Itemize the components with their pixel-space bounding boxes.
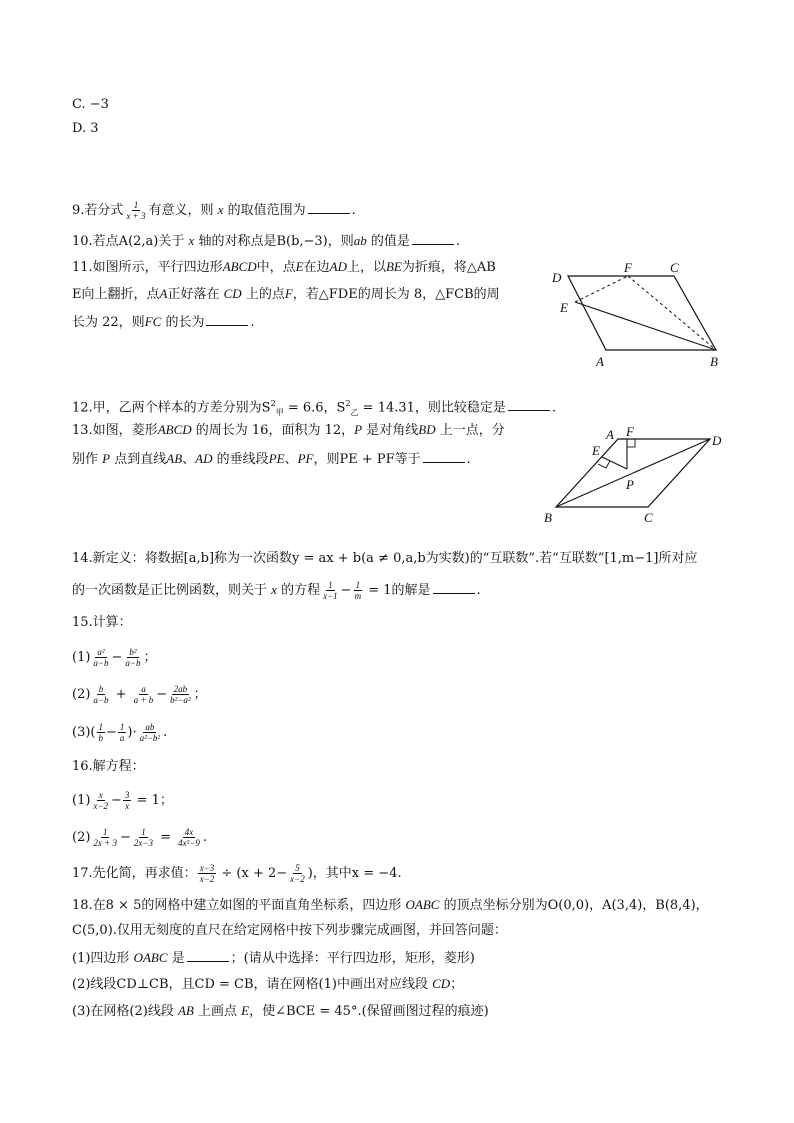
label-a: A [596, 354, 604, 369]
question-15-part-3: (3)( $\frac{1}{b}$ − $\frac{1}{a}$ )· $\frac{ab}{\text{a²−b²}}$ . [72, 722, 168, 743]
question-11-line-1: 11.如图所示，平行四边形ABCD中，点E在边AD上，以BE为折痕，将△AB [72, 259, 496, 275]
right-angle-f [627, 439, 635, 447]
answer-blank[interactable] [508, 397, 550, 411]
label-p: P [626, 477, 634, 492]
option-d: D. 3 [72, 121, 99, 136]
question-10: 10.若点A(2,a)关于 x 轴的对称点是B(b,−3)，则ab 的值是 . [72, 233, 461, 249]
question-17: 17.先化简，再求值： $\frac{x-3}{x-2}$ ÷ (x + 2− $\frac{5}{x-2}$ )，其中x = −4. [72, 863, 402, 884]
question-16-part-2: (2) $\frac{1}{2x + 3}$ − $\frac{1}{2x-3}$ = $\frac{4x}{\text{4x²−9}}$ . [72, 827, 208, 848]
figure-parallelogram-fold [540, 262, 740, 372]
question-15-title: 15.计算： [72, 615, 132, 630]
answer-blank[interactable] [187, 948, 229, 962]
answer-blank[interactable] [308, 200, 350, 214]
answer-blank[interactable] [206, 312, 248, 326]
dashed-fb [628, 276, 716, 350]
question-15-part-2: (2) $\frac{b}{a-b}$ + $\frac{a}{a + b}$ − $\frac{2ab}{\text{b²−a²}}$ ； [72, 684, 207, 705]
question-18-part-1: (1)四边形 OABC 是 ；(请从中选择：平行四边形，矩形，菱形) [72, 950, 475, 966]
question-9: 9.若分式 $\frac{1}{x + 3}$ 有意义，则 x 的取值范围为 . [72, 200, 356, 221]
label-a: A [606, 427, 614, 442]
question-16-title: 16.解方程： [72, 759, 145, 774]
question-11-line-3: 长为 22，则FC 的长为 . [72, 314, 255, 330]
question-18-line-2: C(5,0).仅用无刻度的直尺在给定网格中按下列步骤完成画图，并回答问题： [72, 923, 507, 938]
diagonal-bd [556, 439, 710, 507]
option-c: C. −3 [72, 97, 109, 112]
answer-blank[interactable] [423, 449, 465, 463]
question-11-line-2: E向上翻折，点A正好落在 CD 上的点F，若△FDE的周长为 8，△FCB的周 [72, 286, 500, 302]
right-angle-e [598, 461, 610, 468]
label-e: E [592, 443, 600, 458]
label-f: F [626, 425, 634, 439]
question-16-part-1: (1) $\frac{x}{x-2}$ − $\frac{3}{x}$ = 1； [72, 790, 173, 811]
label-b: B [710, 354, 718, 369]
label-e: E [560, 300, 568, 315]
question-18-part-3: (3)在网格(2)线段 AB 上画点 E，使∠BCE = 45°.(保留画图过程的痕迹) [72, 1003, 489, 1019]
label-c: C [644, 510, 653, 525]
question-13-line-1: 13.如图，菱形ABCD 的周长为 16，面积为 12，P 是对角线BD 上一点，分 [72, 422, 505, 438]
fold-line-be [575, 302, 716, 350]
answer-blank[interactable] [433, 580, 475, 594]
question-13-line-2: 别作 P 点到直线AB、AD 的垂线段PE、PF，则PE + PF等于 . [72, 451, 471, 467]
question-14-line-1: 14.新定义：将数据[a,b]称为一次函数y = ax + b(a ≠ 0,a,b为实数)的“互联数”.若“互联数”[1,m−1]所对应 [72, 551, 698, 566]
answer-blank[interactable] [412, 231, 454, 245]
question-12: 12.甲，乙两个样本的方差分别为$S^2_甲 = 6.6$，$S^2_乙 = 14.31$，则比较稳定是 . [72, 399, 557, 417]
label-c: C [670, 262, 679, 275]
parallelogram-abcd [568, 276, 716, 350]
fraction: $\frac{1}{x + 3}$ [126, 200, 146, 221]
label-d: D [712, 433, 722, 448]
question-18-line-1: 18.在8 × 5的网格中建立如图的平面直角坐标系，四边形 OABC 的顶点坐标分别为O(0,0)，A(3,4)，B(8,4)， [72, 897, 709, 913]
question-14-line-2: 的一次函数是正比例函数，则关于 x 的方程 $\frac{1}{x-1}$ − $\frac{1}{m}$ = 1的解是 . [72, 580, 481, 601]
label-f: F [624, 262, 632, 275]
dashed-ef [575, 276, 628, 302]
q9-text: 9.若分式 [72, 203, 124, 218]
question-18-part-2: (2)线段CD⊥CB，且CD = CB，请在网格(1)中画出对应线段 CD； [72, 976, 464, 992]
figure-rhombus [540, 425, 740, 530]
question-15-part-1: (1) $\frac{\text{a²}}{a-b}$ − $\frac{\text{b²}}{a-b}$ ； [72, 647, 157, 668]
perpendicular-pe [602, 457, 627, 469]
label-b: B [544, 510, 552, 525]
label-d: D [552, 270, 562, 285]
